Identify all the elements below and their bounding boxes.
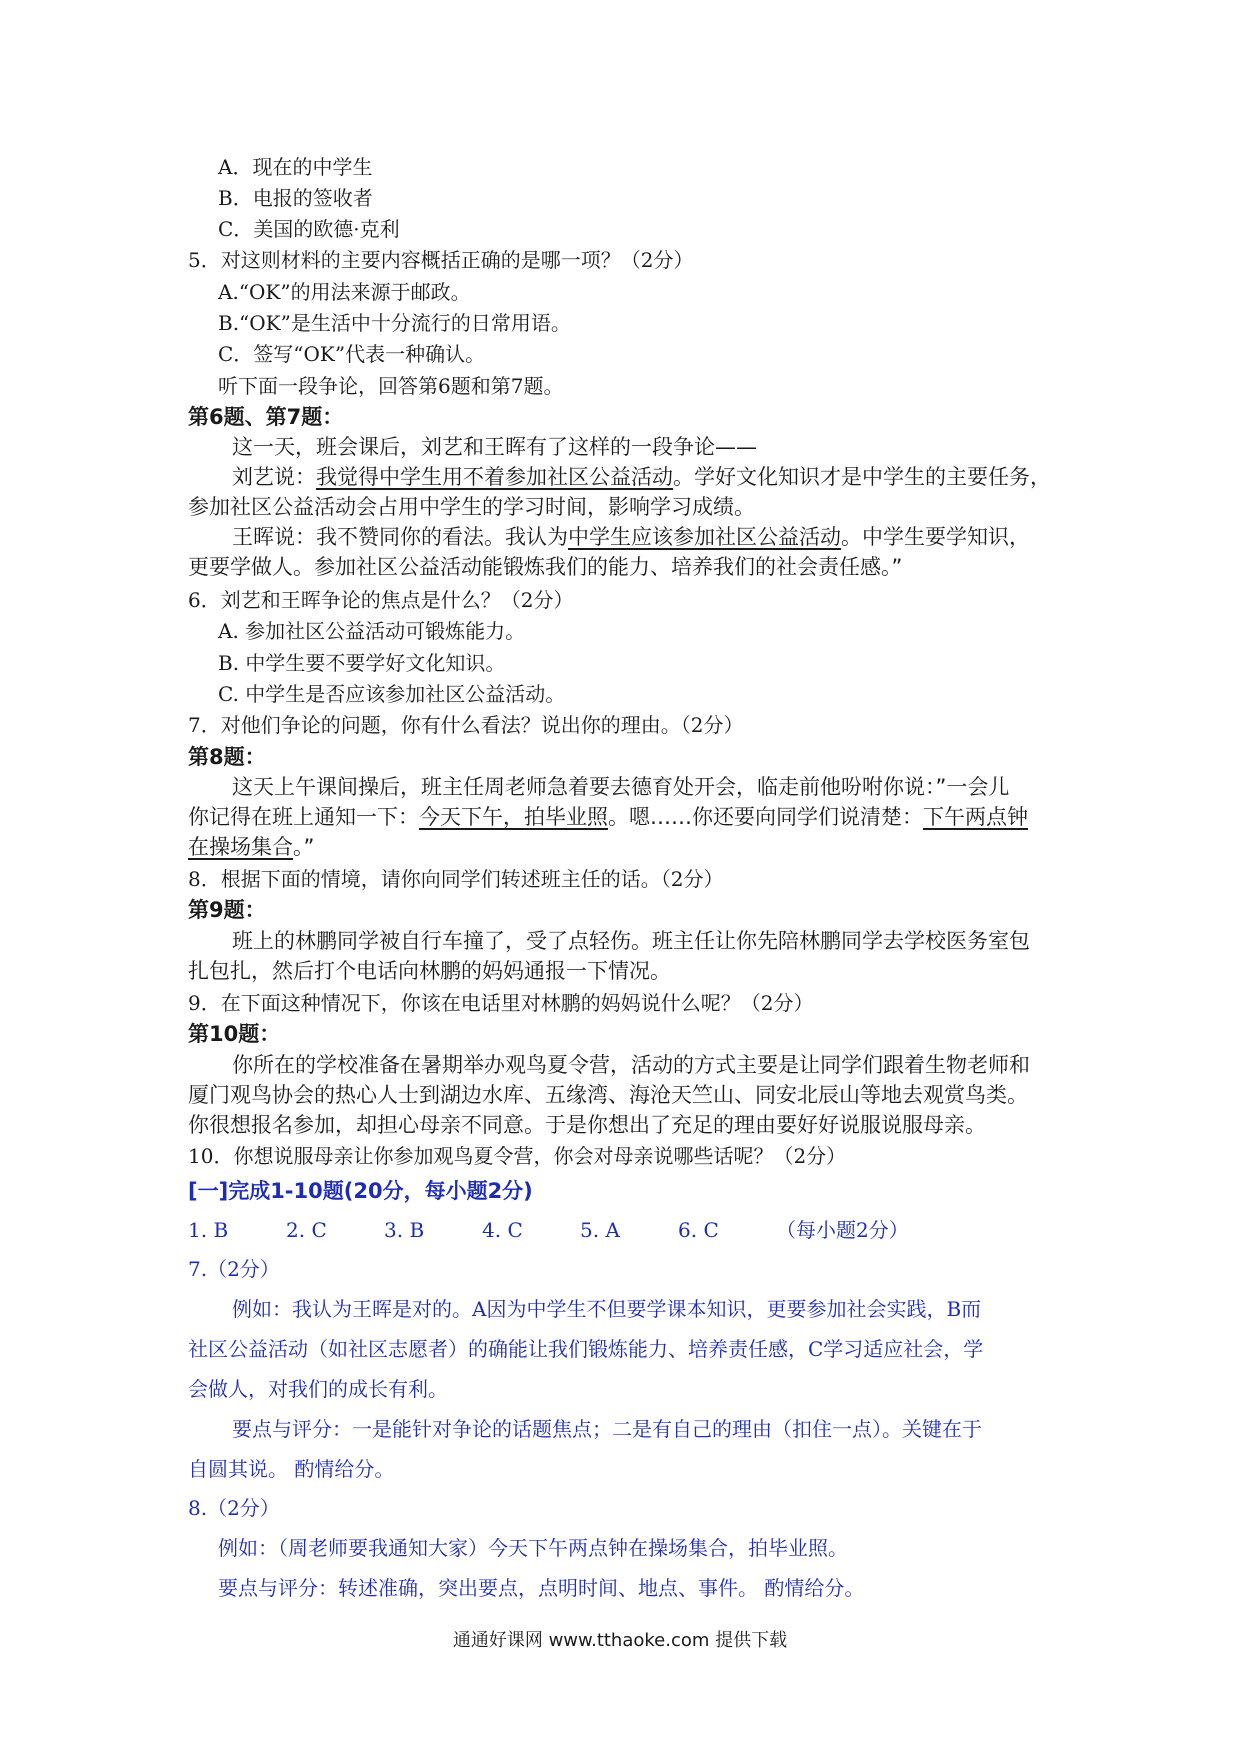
- sec8-key-point-3: 在操场集合: [188, 835, 293, 859]
- answer-7-points-line2: 自圆其说。 酌情给分。: [188, 1457, 395, 1481]
- q5-option-a: A.“OK”的用法来源于邮政。: [218, 280, 471, 304]
- answers-heading: [一]完成1-10题(20分，每小题2分): [188, 1179, 533, 1203]
- section-10-heading: 第10题：: [188, 1022, 281, 1046]
- sec8-key-point-1: 今天下午，拍毕业照: [419, 805, 608, 829]
- q4-option-c: C．美国的欧德·克利: [218, 217, 400, 241]
- page-footer: 通通好课网 www.tthaoke.com 提供下载: [452, 1630, 788, 1651]
- section-6-7-heading: 第6题、第7题：: [188, 405, 344, 429]
- answer-7-label: 7.（2分）: [188, 1257, 280, 1281]
- mc-answer-5: 5. A: [580, 1218, 620, 1242]
- wang-rest: 。中学生要学知识，: [841, 525, 1030, 549]
- section-9-line1: 班上的林鹏同学被自行车撞了，受了点轻伤。班主任让你先陪林鹏同学去学校医务室包: [232, 929, 1030, 953]
- sec8-prefix: 你记得在班上通知一下：: [188, 805, 419, 829]
- liu-key-point: 我觉得中学生用不着参加社区公益活动: [316, 465, 673, 489]
- answer-8-points: 要点与评分：转述准确，突出要点，点明时间、地点、事件。 酌情给分。: [218, 1576, 865, 1600]
- section-10-line2: 厦门观鸟协会的热心人士到湖边水库、五缘湾、海沧天竺山、同安北辰山等地去观赏鸟类。: [188, 1083, 1028, 1107]
- wang-statement: [232, 522, 1030, 552]
- q4-option-b: B．电报的签收者: [218, 186, 373, 210]
- mc-answer-6: 6. C: [678, 1218, 719, 1242]
- section-10-line1: 你所在的学校准备在暑期举办观鸟夏令营，活动的方式主要是让同学们跟着生物老师和: [232, 1053, 1030, 1077]
- q7-question: 7．对他们争论的问题，你有什么看法？说出你的理由。（2分）: [188, 713, 744, 737]
- q4-option-a: A．现在的中学生: [218, 155, 373, 179]
- answer-8-example: 例如：（周老师要我通知大家）今天下午两点钟在操场集合，拍毕业照。: [218, 1536, 848, 1560]
- section-8-line2: [188, 802, 1028, 832]
- q5-question: 5．对这则材料的主要内容概括正确的是哪一项？（2分）: [188, 248, 694, 272]
- section-9-line2: 扎包扎，然后打个电话向林鹏的妈妈通报一下情况。: [188, 959, 671, 983]
- wang-statement-line2: 更要学做人。参加社区公益活动能锻炼我们的能力、培养我们的社会责任感。”: [188, 555, 903, 579]
- section-8-line3: [188, 832, 314, 862]
- answer-7-line2: 社区公益活动（如社区志愿者）的确能让我们锻炼能力、培养责任感，C学习适应社会，学: [188, 1337, 984, 1361]
- sec8-key-point-2: 下午两点钟: [923, 805, 1028, 829]
- section-6-7-intro: 这一天，班会课后，刘艺和王晖有了这样的一段争论——: [232, 435, 757, 459]
- mc-answer-3: 3. B: [384, 1218, 425, 1242]
- section-9-heading: 第9题：: [188, 898, 266, 922]
- mc-answer-4: 4. C: [482, 1218, 523, 1242]
- mc-answer-1: 1. B: [188, 1218, 229, 1242]
- wang-prefix: 王晖说：我不赞同你的看法。我认为: [232, 525, 568, 549]
- liu-rest: 。学好文化知识才是中学生的主要任务，: [673, 465, 1051, 489]
- q5-option-c: C．签写“OK”代表一种确认。: [218, 342, 486, 366]
- q6-option-b: B. 中学生要不要学好文化知识。: [218, 651, 506, 675]
- sec8-end: 。”: [293, 835, 315, 859]
- wang-key-point: 中学生应该参加社区公益活动: [568, 525, 841, 549]
- q5-option-b: B.“OK”是生活中十分流行的日常用语。: [218, 311, 571, 335]
- liu-statement-line2: 参加社区公益活动会占用中学生的学习时间，影响学习成绩。: [188, 495, 755, 519]
- q6-option-a: A. 参加社区公益活动可锻炼能力。: [218, 619, 526, 643]
- q8-question: 8．根据下面的情境，请你向同学们转述班主任的话。（2分）: [188, 867, 724, 891]
- sec8-mid: 。嗯……你还要向同学们说清楚：: [608, 805, 923, 829]
- q6-option-c: C. 中学生是否应该参加社区公益活动。: [218, 682, 566, 706]
- q6-question: 6．刘艺和王晖争论的焦点是什么？（2分）: [188, 588, 574, 612]
- section-10-line3: 你很想报名参加，却担心母亲不同意。于是你想出了充足的理由要好好说服说服母亲。: [188, 1113, 986, 1137]
- q10-question: 10．你想说服母亲让你参加观鸟夏令营，你会对母亲说哪些话呢？（2分）: [188, 1144, 847, 1168]
- answer-7-line3: 会做人，对我们的成长有利。: [188, 1377, 448, 1401]
- section-8-heading: 第8题：: [188, 745, 266, 769]
- liu-statement: [232, 462, 1051, 492]
- answer-7-line1: 例如：我认为王晖是对的。A因为中学生不但要学课本知识，更要参加社会实践，B而: [232, 1297, 982, 1321]
- mc-answer-note: （每小题2分）: [776, 1218, 909, 1242]
- answer-7-points-line1: 要点与评分：一是能针对争论的话题焦点；二是有自己的理由（扣住一点）。关键在于: [232, 1417, 982, 1441]
- liu-prefix: 刘艺说：: [232, 465, 316, 489]
- section-8-line1: 这天上午课间操后，班主任周老师急着要去德育处开会，临走前他吩咐你说：”一会儿: [232, 775, 1010, 799]
- listen-intro: 听下面一段争论，回答第6题和第7题。: [218, 374, 564, 398]
- mc-answer-2: 2. C: [286, 1218, 327, 1242]
- q9-question: 9．在下面这种情况下，你该在电话里对林鹏的妈妈说什么呢？（2分）: [188, 991, 814, 1015]
- answer-8-label: 8.（2分）: [188, 1496, 280, 1520]
